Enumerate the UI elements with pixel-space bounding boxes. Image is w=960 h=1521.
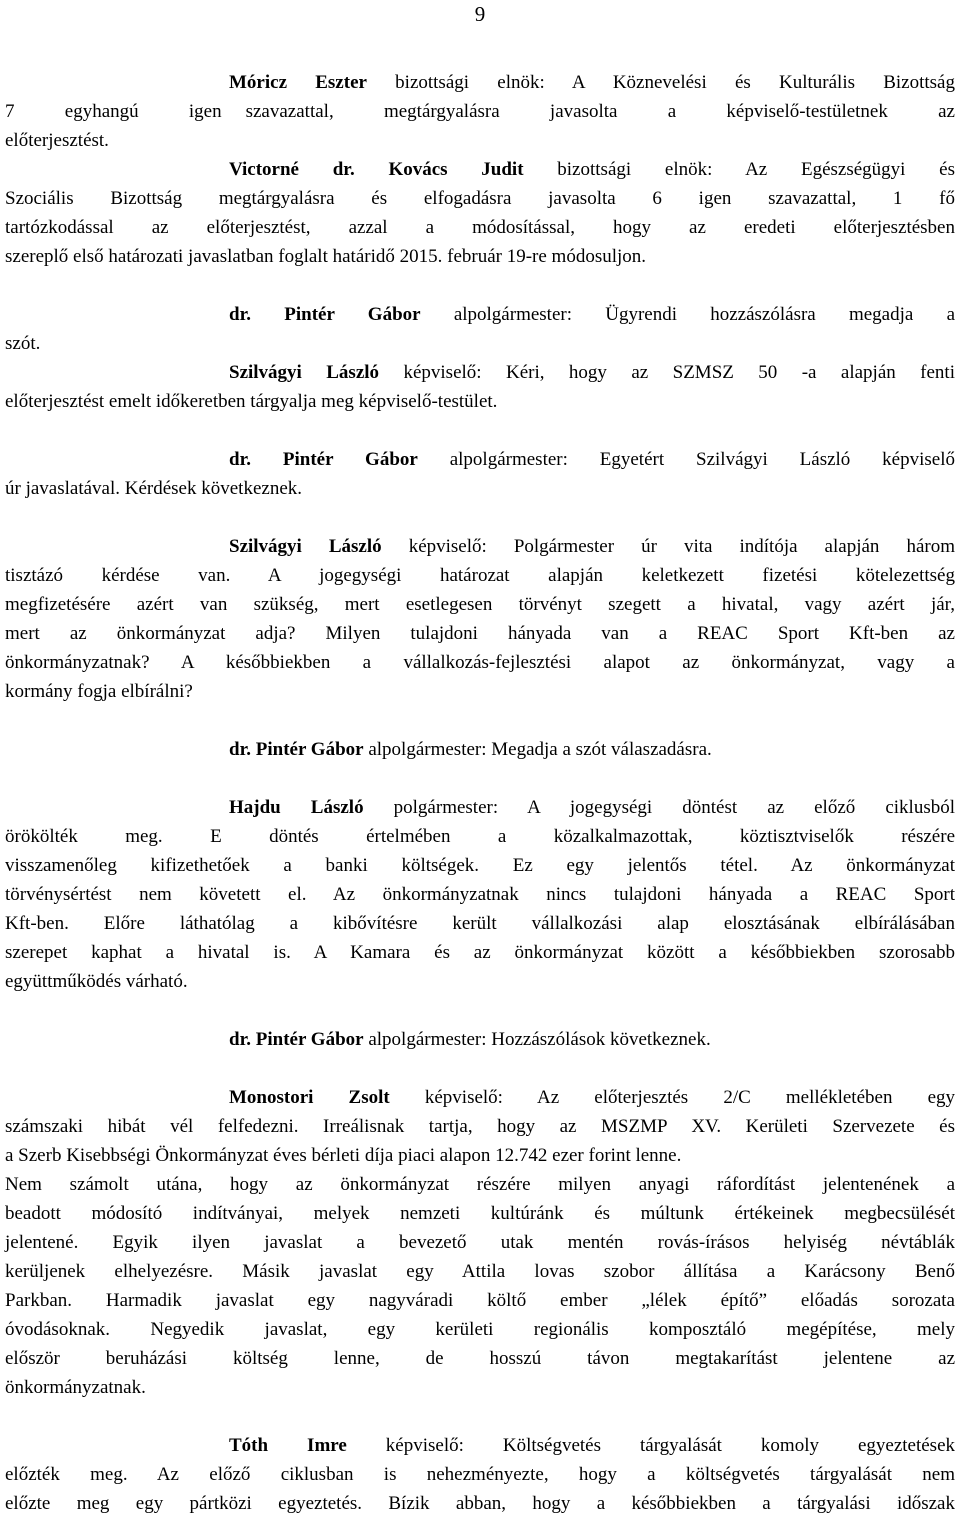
text-line (229, 735, 955, 764)
text-span: mert az önkormányzat adja? Milyen tulajdoni hányada van a REAC Sport Kft-ben az (5, 623, 955, 644)
speaker-name: Hajdu László (229, 797, 364, 818)
text-span: képviselő: Kéri, hogy az SZMSZ 50 -a alapján fenti (379, 362, 955, 383)
text-line (5, 822, 955, 851)
text-line (5, 329, 955, 358)
text-span: bizottsági elnök: A Köznevelési és Kulturális Bizottság (366, 72, 955, 93)
text-line (5, 184, 955, 213)
text-line (5, 967, 955, 996)
text-line (5, 648, 955, 677)
text-line (229, 155, 955, 184)
text-line (5, 1228, 955, 1257)
speaker-name: dr. Pintér Gábor (229, 1029, 364, 1050)
text-line (5, 590, 955, 619)
text-line (5, 1373, 955, 1402)
speaker-name: Móricz Eszter (229, 72, 367, 93)
text-span: először beruházási költség lenne, de hosszú távon megtakarítást jelentene az (5, 1348, 955, 1369)
text-line (5, 213, 955, 242)
text-span: alpolgármester: Megadja a szót válaszadásra. (363, 739, 712, 760)
text-line (229, 1431, 955, 1460)
text-span: tisztázó kérdése van. A jogegységi határozat alapján keletkezett fizetési kötelezettség (5, 565, 955, 586)
text-line (5, 126, 955, 155)
text-span: örökölték meg. E döntés értelmében a közalkalmazottak, köztisztviselők részére (5, 826, 955, 847)
speaker-name: dr. Pintér Gábor (229, 304, 421, 325)
text-span: úr javaslatával. Kérdések következnek. (5, 478, 303, 499)
text-line (5, 1286, 955, 1315)
text-span: együttműködés várható. (5, 971, 188, 992)
text-span: jelentené. Egyik ilyen javaslat a bevezető utak mentén rovás-írásos helyiség névtáblák (5, 1232, 955, 1253)
text-line (5, 242, 955, 271)
text-span: kerüljenek elhelyezésre. Másik javaslat egy Attila lovas szobor állítása a Karácsony Benő (5, 1261, 955, 1282)
text-span: 7 egyhangú igen (5, 101, 222, 122)
text-line (5, 677, 955, 706)
text-span: óvodásoknak. Negyedik javaslat, egy kerületi regionális komposztáló megépítése, mely (5, 1319, 955, 1340)
speaker-name: Szilvágyi László (229, 536, 382, 557)
text-line (5, 619, 955, 648)
text-line (5, 909, 955, 938)
text-span: képviselő: Az előterjesztés 2/C mellékletében egy (389, 1087, 956, 1108)
text-line (5, 387, 955, 416)
text-span: a Szerb Kisebbségi Önkormányzat éves bérleti díja piaci alapon 12.742 ezer forint lenne. (5, 1145, 682, 1166)
text-line (5, 1199, 955, 1228)
text-span: tartózkodással az előterjesztést, azzal a módosítással, hogy az eredeti előterjesztésben (5, 217, 955, 238)
text-line (229, 445, 955, 474)
text-span: bizottsági elnök: Az Egészségügyi és (523, 159, 955, 180)
text-span: számszaki hibát vél felfedezni. Irreálisnak tartja, hogy az MSZMP XV. Kerületi Szervezete és (5, 1116, 955, 1137)
text-line (5, 1344, 955, 1373)
text-span: alpolgármester: Ügyrendi hozzászólásra megadja a (420, 304, 956, 325)
text-span: Szociális Bizottság megtárgyalásra és elfogadásra javasolta 6 igen szavazattal, 1 fő (5, 188, 955, 209)
text-line (5, 1112, 955, 1141)
text-span: törvénysértést nem követett el. Az önkormányzatnak nincs tulajdoni hányada a REAC Sport (5, 884, 955, 905)
text-span: alpolgármester: Hozzászólások következnek. (363, 1029, 711, 1050)
speaker-name: Victorné dr. Kovács Judit (229, 159, 524, 180)
text-span: kormány fogja elbírálni? (5, 681, 193, 702)
text-span: alpolgármester: Egyetért Szilvágyi László képviselő (417, 449, 955, 470)
text-span: visszamenőleg kifizethetőek a banki költségek. Ez egy jelentős tétel. Az önkormányzat (5, 855, 955, 876)
text-span: szót. (5, 333, 41, 354)
text-span: szerepet kaphat a hivatal is. A Kamara és az önkormányzat között a későbbiekben szorosabb (5, 942, 955, 963)
text-span: képviselő: Költségvetés tárgyalását komoly egyeztetések (346, 1435, 956, 1456)
text-line (5, 880, 955, 909)
text-span: önkormányzatnak. (5, 1377, 146, 1398)
text-line (229, 300, 955, 329)
text-line (5, 97, 955, 126)
text-span: megfizetésére azért van szükség, mert esetlegesen törvényt szegett a hivatal, vagy azért jár, (5, 594, 955, 615)
text-span: előzte meg egy pártközi egyeztetés. Bízik abban, hogy a későbbiekben a tárgyalási időszak (5, 1493, 955, 1514)
text-span: előterjesztést emelt időkeretben tárgyalja meg képviselő-testület. (5, 391, 498, 412)
text-span: előterjesztést. (5, 130, 109, 151)
text-line (229, 1083, 955, 1112)
speaker-name: Szilvágyi László (229, 362, 380, 383)
text-line (229, 1025, 955, 1054)
text-span: önkormányzatnak? A későbbiekben a vállalkozás-fejlesztési alapot az önkormányzat, vagy a (5, 652, 955, 673)
text-span: polgármester: A jogegységi döntést az előző ciklusból (363, 797, 955, 818)
text-line (5, 474, 955, 503)
text-line (5, 1489, 955, 1518)
text-line (5, 851, 955, 880)
text-line (229, 68, 955, 97)
speaker-name: dr. Pintér Gábor (229, 739, 364, 760)
text-line (5, 1141, 955, 1170)
speaker-name: dr. Pintér Gábor (229, 449, 418, 470)
text-line (5, 1460, 955, 1489)
text-line (229, 793, 955, 822)
speaker-name: Tóth Imre (229, 1435, 347, 1456)
text-span: beadott módosító indítványai, melyek nemzeti kultúránk és múltunk értékeinek megbecsülését (5, 1203, 955, 1224)
text-line (5, 938, 955, 967)
text-span: képviselő: Polgármester úr vita indítója alapján három (381, 536, 955, 557)
text-line (5, 1170, 955, 1199)
text-line (229, 358, 955, 387)
speaker-name: Monostori Zsolt (229, 1087, 390, 1108)
text-line (5, 1315, 955, 1344)
text-span: szavazattal, megtárgyalásra javasolta a képviselő-testületnek az (245, 101, 955, 122)
text-line (5, 1257, 955, 1286)
text-span: Nem számolt utána, hogy az önkormányzat részére milyen anyagi ráfordítást jelentenének a (5, 1174, 955, 1195)
text-span: Parkban. Harmadik javaslat egy nagyváradi költő ember „lélek építő” előadás sorozata (5, 1290, 955, 1311)
text-line (5, 561, 955, 590)
page-number: 9 (474, 2, 486, 26)
text-span: szereplő első határozati javaslatban foglalt határidő 2015. február 19-re módosuljon. (5, 246, 647, 267)
text-span: Kft-ben. Előre láthatólag a kibővítésre került vállalkozási alap elosztásának elbírálásában (5, 913, 955, 934)
text-line (229, 532, 955, 561)
text-span: előzték meg. Az előző ciklusban is nehezményezte, hogy a költségvetés tárgyalását nem (5, 1464, 955, 1485)
